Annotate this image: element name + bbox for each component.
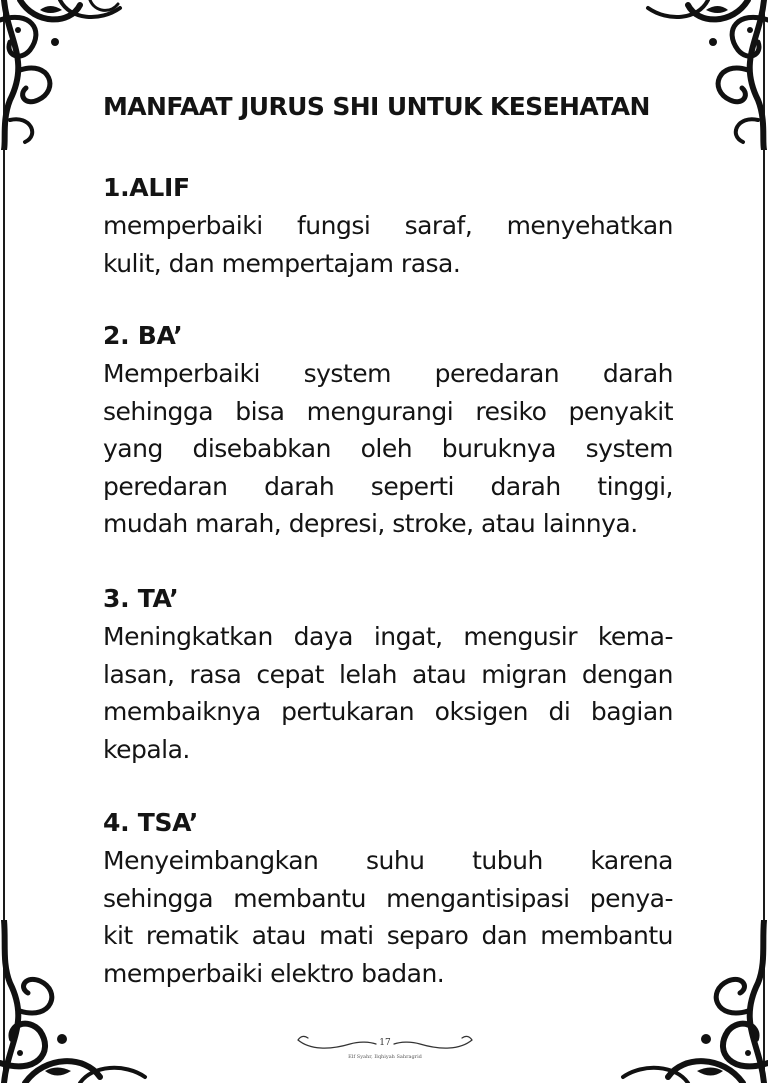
section-heading: 4. TSA’: [103, 808, 199, 837]
page-number: 17: [379, 1038, 391, 1048]
body-line: sehingga membantu mengantisipasi penya-: [103, 883, 673, 913]
body-line: kit rematik atau mati separo dan membantu: [103, 921, 673, 951]
section-alif: [103, 169, 673, 282]
page-title: MANFAAT JURUS SHI UNTUK KESEHATAN: [103, 92, 650, 121]
body-line: memperbaiki fungsi saraf, menyehatkan: [103, 211, 673, 240]
page-footer: [290, 1028, 480, 1068]
corner-ornament-top-left: [0, 0, 130, 150]
section-heading: 2. BA’: [103, 321, 183, 350]
section-heading: 1.ALIF: [103, 173, 190, 202]
body-line: Memperbaiki system peredaran darah: [103, 359, 673, 388]
section-heading: 3. TA’: [103, 584, 179, 613]
body-line: peredaran darah seperti darah tinggi,: [103, 471, 673, 501]
section-ta: [103, 580, 673, 768]
corner-ornament-top-right: [638, 0, 768, 150]
body-line: mudah marah, depresi, stroke, atau lainnya.: [103, 509, 638, 539]
section-body: [103, 207, 673, 282]
body-line: memperbaiki elektro badan.: [103, 958, 445, 988]
body-line: sehingga bisa mengurangi resiko penyakit: [103, 396, 673, 426]
body-line: kepala.: [103, 734, 190, 764]
section-body: [103, 355, 673, 543]
section-ba: [103, 317, 673, 543]
body-line: yang disebabkan oleh buruknya system: [103, 434, 673, 464]
body-line: Menyeimbangkan suhu tubuh karena: [103, 846, 673, 875]
body-line: kulit, dan mempertajam rasa.: [103, 248, 461, 278]
body-line: Meningkatkan daya ingat, mengusir kema-: [103, 622, 673, 651]
body-line: membaiknya pertukaran oksigen di bagian: [103, 697, 673, 727]
section-body: [103, 618, 673, 768]
section-body: [103, 842, 673, 992]
footer-caption: Elf Syahr, Ilqhiyah Sahragrid: [348, 1054, 422, 1060]
body-line: lasan, rasa cepat lelah atau migran dengan: [103, 659, 673, 689]
section-tsa: [103, 804, 673, 992]
